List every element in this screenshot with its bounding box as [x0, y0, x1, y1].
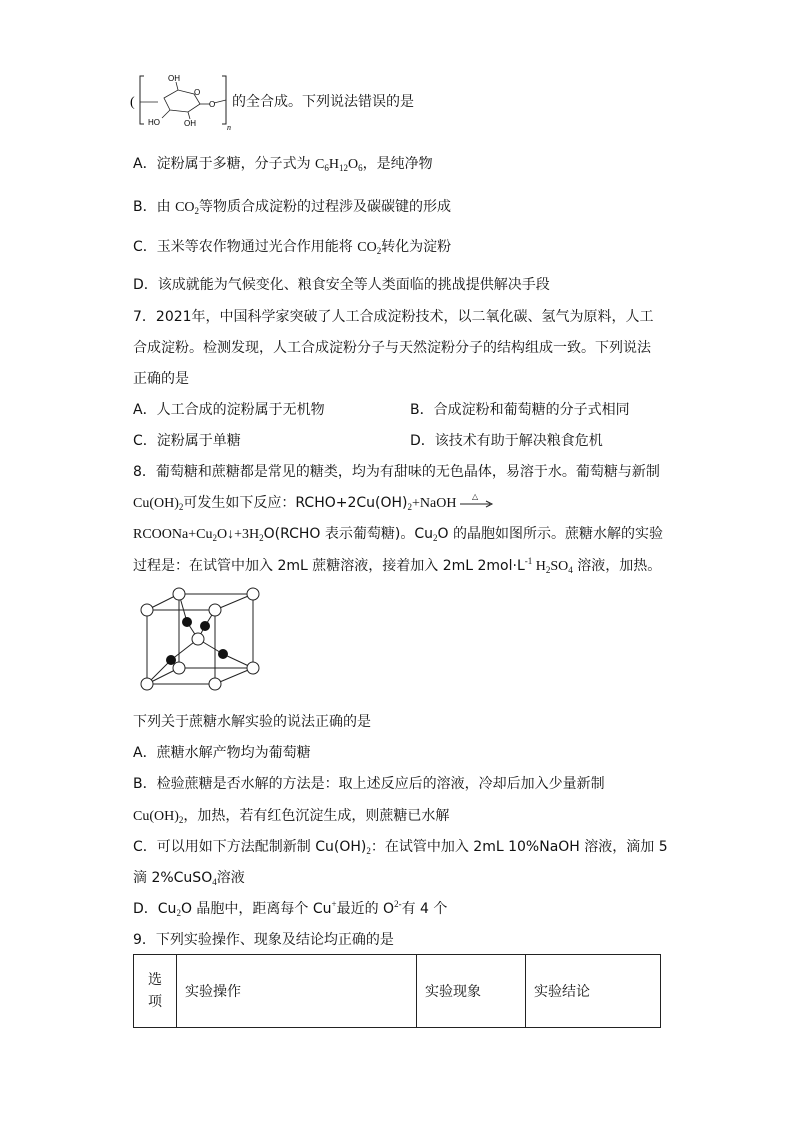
link-o-label: O [209, 100, 216, 109]
q7-stem-2: 合成淀粉。检测发现，人工合成淀粉分子与天然淀粉分子的结构组成一致。下列说法 [133, 340, 651, 356]
q8-option-a: A．蔗糖水解产物均为葡萄糖 [133, 745, 311, 761]
table-header-row [134, 955, 661, 1028]
n-subscript: n [227, 123, 231, 130]
q8-stem-3: $RCOONa+Cu_2O↓+3H_2O(RCHO$ 表示葡萄糖)。$Cu_2O$ 的晶胞如图所示。蔗糖水解的实验 [133, 526, 663, 543]
header-operation: 实验操作 [177, 955, 417, 1028]
q7-option-c: C．淀粉属于单糖 [133, 433, 241, 449]
header-phenomenon: 实验现象 [417, 955, 526, 1028]
heat-symbol: △ [471, 492, 479, 501]
q8-option-c-1: C．可以用如下方法配制新制 $Cu(OH)_2$：在试管中加入 2mL 10%NaOH 溶液，滴加 5 [133, 839, 668, 856]
glucose-ring-diagram [130, 70, 240, 130]
q8-stem-2: $Cu(OH)_2$可发生如下反应：$RCHO+2Cu(OH)_2+NaOH$ △ [133, 493, 494, 514]
q6-option-c: C．玉米等农作物通过光合作用能将 $CO_2$转化为淀粉 [133, 239, 452, 256]
arrow-icon [460, 497, 494, 511]
q8-option-c-2: 滴 2%CuSO$_4$溶液 [133, 870, 245, 887]
q8-option-b-1: B．检验蔗糖是否水解的方法是：取上述反应后的溶液，冷却后加入少量新制 [133, 776, 605, 792]
q6-option-b: B．由 $CO_2$等物质合成淀粉的过程涉及碳碳键的形成 [133, 199, 452, 216]
q7-stem-3: 正确的是 [133, 371, 189, 387]
header-option: 选 项 [134, 955, 177, 1028]
starch-structure [130, 70, 240, 130]
q7-option-a: A．人工合成的淀粉属于无机物 [133, 402, 325, 418]
q6-a-text: A．淀粉属于多糖，分子式为 [133, 156, 316, 172]
q6-option-a: A．淀粉属于多糖，分子式为 $C_6H_{12}O_6$，是纯净物 [133, 156, 433, 173]
q7-option-b: B．合成淀粉和葡萄糖的分子式相同 [410, 402, 630, 418]
q9-experiment-table [133, 954, 661, 1028]
unit-cell-svg [135, 584, 265, 694]
q8-stem-1: 8．葡萄糖和蔗糖都是常见的糖类，均为有甜味的无色晶体，易溶于水。葡萄糖与新制 [133, 464, 660, 480]
q7-option-d: D．该技术有助于解决粮食危机 [410, 433, 603, 449]
q6-stem-tail: 的全合成。下列说法错误的是 [232, 94, 414, 110]
q9-stem: 9．下列实验操作、现象及结论均正确的是 [133, 932, 394, 948]
reaction-arrow [460, 492, 494, 509]
q6-option-d: D．该成就能为气候变化、粮食安全等人类面临的挑战提供解决手段 [133, 277, 550, 293]
q7-stem-1: 7．2021年，中国科学家突破了人工合成淀粉技术，以二氧化碳、氢气为原料，人工 [133, 309, 654, 325]
ring-o-label: O [194, 88, 201, 97]
oh-label-top: OH [168, 74, 180, 83]
cu2o-unit-cell-diagram [135, 584, 265, 694]
oh-label-right: OH [184, 119, 196, 128]
open-paren: ( [130, 95, 135, 110]
header-conclusion: 实验结论 [526, 955, 661, 1028]
q8-question: 下列关于蔗糖水解实验的说法正确的是 [133, 714, 371, 730]
q8-stem-4: 过程是：在试管中加入 2mL 蔗糖溶液，接着加入 2mL $2mol\cdot L^{-1}$ $H_2SO_4$ 溶液，加热。 [133, 556, 662, 575]
ho-label-left: HO [148, 118, 160, 127]
q8-option-b-2: $Cu(OH)_2$，加热，若有红色沉淀生成，则蔗糖已水解 [133, 808, 450, 825]
q8-option-d: D．$Cu_2O$ 晶胞中，距离每个 Cu+最近的 $O^{2-}$有 4 个 [133, 899, 448, 918]
